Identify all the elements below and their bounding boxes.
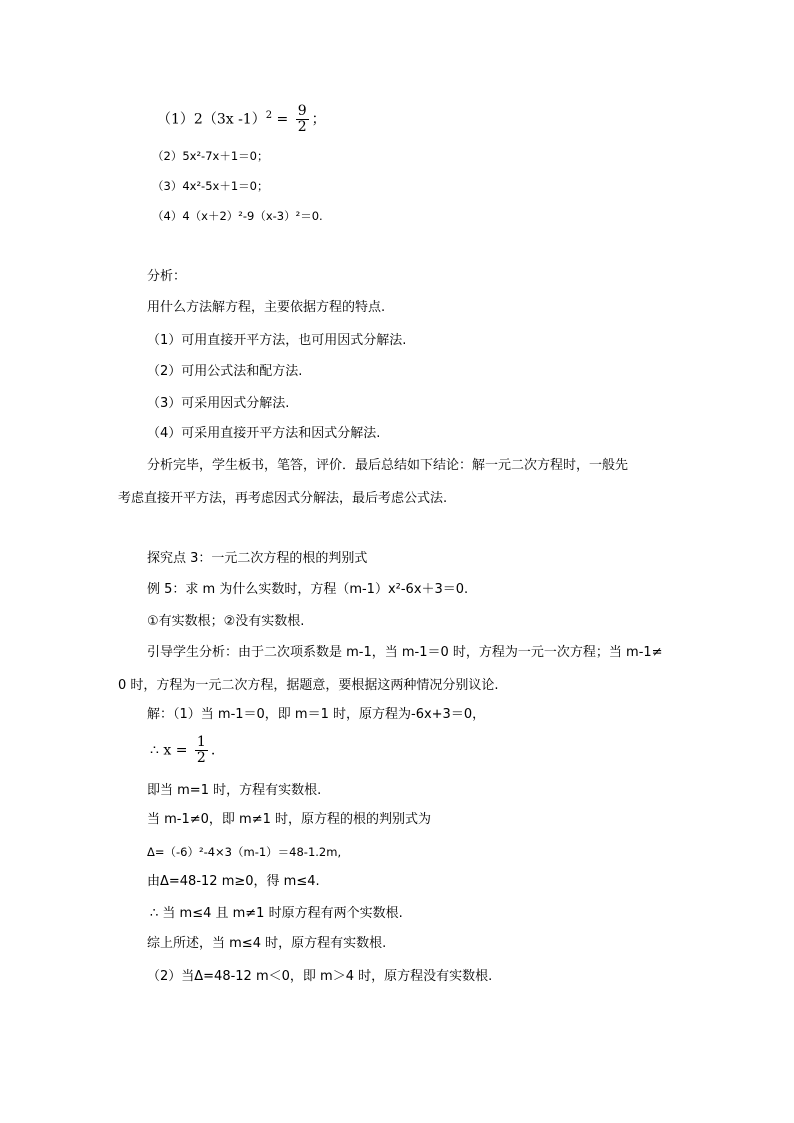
- analysis-item-2: （2）可用公式法和配方法.: [147, 364, 303, 379]
- therefore-x-fraction: [195, 735, 208, 766]
- fraction-numerator: 1: [196, 734, 206, 750]
- analysis-intro: 用什么方法解方程，主要依据方程的特点.: [147, 300, 386, 315]
- line-m-equals-1: 即当 m=1 时，方程有实数根.: [147, 783, 322, 798]
- problem-1-exponent: 2: [265, 109, 273, 121]
- solution-part-1: 解：（1）当 m-1＝0，即 m＝1 时，原方程为-6x+3＝0，: [147, 707, 486, 722]
- fraction-denominator: 2: [297, 119, 307, 135]
- analysis-summary-line-1: 分析完毕，学生板书，笔答，评价．最后总结如下结论：解一元二次方程时，一般先: [147, 458, 629, 473]
- example-5: 例 5：求 m 为什么实数时，方程（m-1）x²-6x＋3＝0.: [147, 582, 469, 597]
- analysis-heading: 分析：: [147, 269, 187, 284]
- fraction-denominator: 2: [196, 750, 206, 766]
- problem-3: （3）4x²-5x＋1＝0；: [152, 179, 269, 193]
- therefore-x-tail: .: [210, 742, 216, 759]
- problem-1-tail: ；: [311, 111, 326, 128]
- therefore-two-roots: ∴ 当 m≤4 且 m≠1 时原方程有两个实数根.: [150, 906, 403, 921]
- therefore-x-prefix: ∴ x =: [150, 742, 188, 759]
- guide-line-1: 引导学生分析：由于二次项系数是 m-1，当 m-1＝0 时，方程为一元一次方程；当 m-1≠: [147, 645, 663, 660]
- problem-2: （2）5x²-7x＋1＝0；: [152, 149, 269, 163]
- analysis-summary-line-2: 考虑直接开平方法，再考虑因式分解法，最后考虑公式法.: [118, 491, 448, 506]
- analysis-item-3: （3）可采用因式分解法.: [147, 396, 290, 411]
- fraction-numerator: 9: [297, 103, 307, 119]
- analysis-item-4: （4）可采用直接开平方法和因式分解法.: [147, 426, 381, 441]
- problem-1-prefix: （1）2（3x -1）: [157, 111, 266, 128]
- analysis-item-1: （1）可用直接开平方法，也可用因式分解法.: [147, 333, 407, 348]
- example-5-conditions: ①有实数根；②没有实数根.: [147, 614, 305, 629]
- section-3-title: 探究点 3：一元二次方程的根的判别式: [147, 551, 368, 566]
- therefore-x-equation: [150, 735, 215, 766]
- conclusion-summary: 综上所述，当 m≤4 时，原方程有实数根.: [147, 936, 387, 951]
- discriminant-formula: Δ=（-6）²-4×3（m-1）＝48-1.2m,: [147, 845, 342, 859]
- solution-part-2: （2）当Δ=48-12 m＜0，即 m＞4 时，原方程没有实数根.: [147, 969, 493, 984]
- problem-1: [157, 104, 326, 135]
- problem-4: （4）4（x＋2）²-9（x-3）²＝0.: [152, 209, 323, 223]
- problem-1-fraction: [296, 104, 309, 135]
- line-m-not-1: 当 m-1≠0，即 m≠1 时，原方程的根的判别式为: [147, 812, 432, 827]
- discriminant-condition: 由Δ=48-12 m≥0，得 m≤4.: [147, 874, 320, 889]
- problem-1-equals: =: [276, 111, 289, 128]
- guide-line-2: 0 时，方程为一元二次方程，据题意，要根据这两种情况分别议论.: [118, 678, 499, 693]
